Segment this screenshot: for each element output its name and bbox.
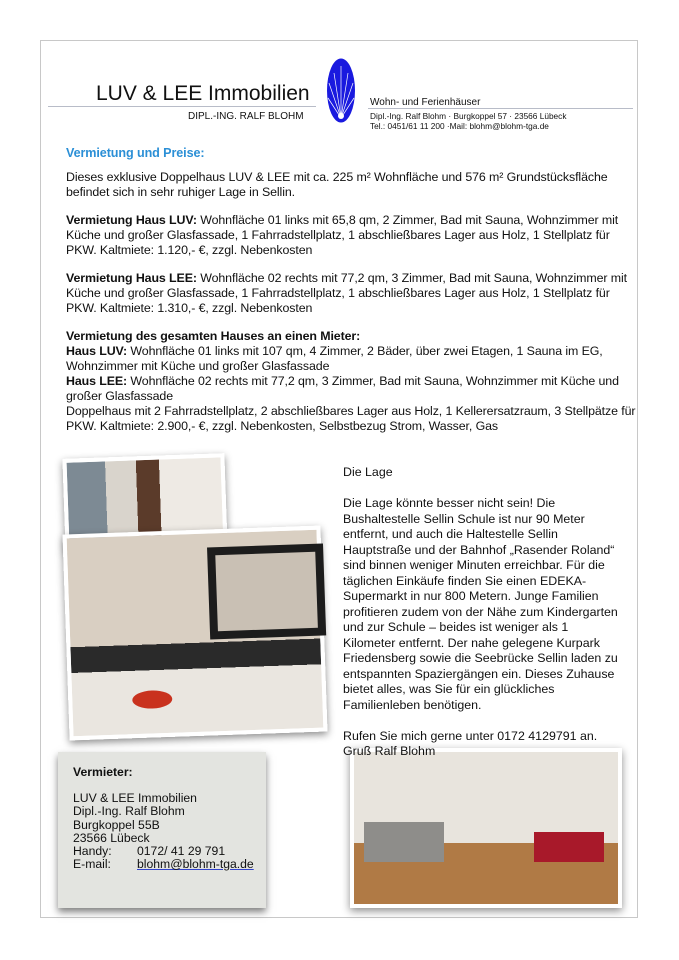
address-line: Dipl.-Ing. Ralf Blohm · Burgkoppel 57 · 23566 Lübeck xyxy=(370,111,567,121)
phone-label: Handy: xyxy=(73,844,112,859)
location-text: Die Lage könnte besser nicht sein! Die Bushaltestelle Sellin Schule ist nur 90 Meter entfernt, und auch die Haltestelle Sellin Hauptstraße und der Bahnhof „Rasender Roland“ sind binnen weniger Minuten erreichbar. Für die täglichen Einkäufe finden Sie einen EDEKA-Supermarkt in nur 800 Metern. Junge Familien profitieren zudem von der Nähe zum Kindergarten und zur Schule – beides ist weniger als 1 Kilometer entfernt. Der nahe gelegene Kurpark Friedensberg sowie die Seebrücke Sellin laden zu entspannten Spaziergängen ein. Dieses Zuhause bietet alles, was Sie für ein glückliches Familienleben benötigen. xyxy=(343,496,618,712)
lee-text: Wohnfläche 02 rechts mit 77,2 qm, 3 Zimmer, Bad mit Sauna, Wohnzimmer mit Küche und großer Glasfassade, 1 Fahrradstellplatz, 1 abschließbares Lager aus Holz, 1 Stellplatz für PKW. Kaltmiete: 1.310,- €, zzgl. Nebenkosten xyxy=(66,271,627,315)
location-section xyxy=(343,465,623,760)
landlord-city: 23566 Lübeck xyxy=(73,830,150,845)
tagline: Wohn- und Ferienhäuser xyxy=(370,97,481,108)
lee-label: Vermietung Haus LEE: xyxy=(66,271,197,285)
luv-paragraph xyxy=(66,213,638,258)
landlord-company: LUV & LEE Immobilien xyxy=(73,791,197,806)
greeting: Gruß Ralf Blohm xyxy=(343,744,436,758)
living-room-photo xyxy=(350,748,622,908)
email-label: E-mail: xyxy=(73,857,111,872)
luv-label: Vermietung Haus LUV: xyxy=(66,213,197,227)
landlord-name: Dipl.-Ing. Ralf Blohm xyxy=(73,804,185,819)
lee-paragraph xyxy=(66,271,638,316)
call-text: Rufen Sie mich gerne unter 0172 4129791 an. xyxy=(343,728,598,743)
location-title: Die Lage xyxy=(343,465,393,479)
landlord-title: Vermieter: xyxy=(73,765,133,779)
whole-house-paragraph xyxy=(66,329,638,434)
brand-name: LUV & LEE Immobilien xyxy=(96,82,310,105)
brand-subtitle: DIPL.-ING. RALF BLOHM xyxy=(188,111,304,122)
red-rug xyxy=(132,690,173,709)
luv-text: Wohnfläche 01 links mit 65,8 qm, 2 Zimmer, Bad mit Sauna, Wohnzimmer mit Küche und großer Glasfassade, 1 Fahrradstellplatz, 1 abschließbares Lager aus Holz, 1 Stellplatz für PKW. Kaltmiete: 1.120,- €, zzgl. Nebenkosten xyxy=(66,213,619,257)
intro-text: Dieses exklusive Doppelhaus LUV & LEE mit ca. 225 m² Wohnfläche und 576 m² Grundstücksfläche befindet sich in sehr ruhiger Lage in Sellin. xyxy=(66,170,608,199)
header-divider-left xyxy=(48,106,316,107)
phone-value: 0172/ 41 29 791 xyxy=(137,844,226,859)
whole-label: Vermietung des gesamten Hauses an einen Mieter: xyxy=(66,329,361,343)
mirror xyxy=(207,543,326,639)
whole-text: Doppelhaus mit 2 Fahrradstellplatz, 2 abschließbares Lager aus Holz, 1 Kellerersatzraum, 3 Stellpätze für PKW. Kaltmiete: 2.900,- €, zzgl. Nebenkosten, Selbstbezug Strom, Wasser, Gas xyxy=(66,404,636,433)
header-divider-right xyxy=(368,108,633,109)
contact-line: Tel.: 0451/61 11 200 ·Mail: blohm@blohm-tga.de xyxy=(370,121,549,131)
header-address xyxy=(370,111,566,131)
email-link[interactable]: blohm@blohm-tga.de xyxy=(137,857,254,872)
email-row xyxy=(73,858,266,871)
sofa xyxy=(364,822,444,862)
dining-table xyxy=(534,832,604,862)
section-heading: Vermietung und Preise: xyxy=(66,146,205,160)
whole-luv-text: Wohnfläche 01 links mit 107 qm, 4 Zimmer, 2 Bäder, über zwei Etagen, 1 Sauna im EG, Wohnzimmer mit Küche und großer Glasfassade xyxy=(66,344,603,373)
bathroom-photo xyxy=(62,526,327,741)
whole-luv-label: Haus LUV: xyxy=(66,344,128,358)
landlord-street: Burgkoppel 55B xyxy=(73,817,160,832)
landlord-box xyxy=(58,752,266,908)
rental-section xyxy=(66,146,638,434)
whole-lee-label: Haus LEE: xyxy=(66,374,128,388)
whole-lee-text: Wohnfläche 02 rechts mit 77,2 qm, 3 Zimmer, Bad mit Sauna, Wohnzimmer mit Küche und großer Glasfassade xyxy=(66,374,619,403)
logo-icon xyxy=(326,58,356,123)
